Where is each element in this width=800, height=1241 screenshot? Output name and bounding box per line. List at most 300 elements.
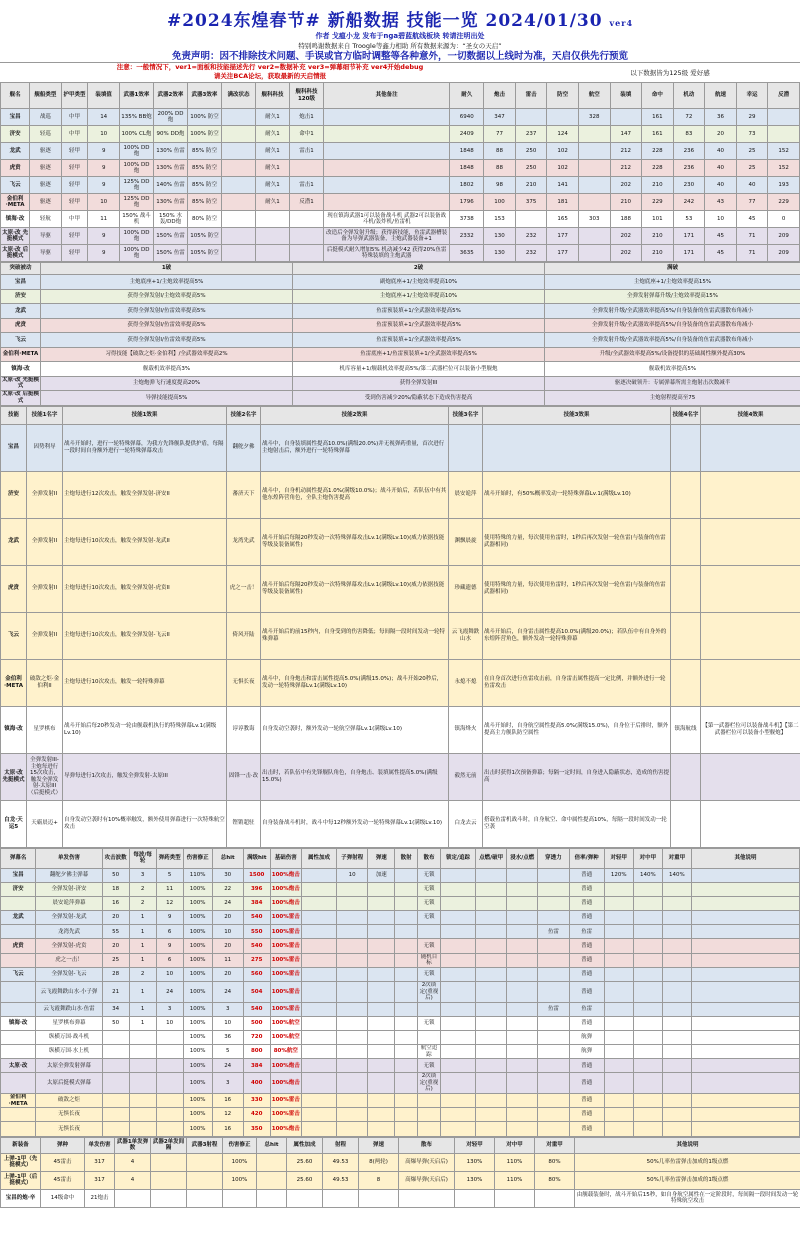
barrage-cell <box>633 1093 662 1107</box>
barrage-cell <box>604 911 633 925</box>
barrage-cell: 1 <box>129 982 156 1003</box>
barrage-cell <box>129 1122 156 1136</box>
stats-cell: 轻甲 <box>61 194 88 211</box>
stats-header-cell: 武器3效率 <box>187 83 221 109</box>
barrage-cell: 星罗棋布弹幕 <box>36 1016 102 1030</box>
barrage-cell <box>368 911 395 925</box>
barrage-cell <box>662 967 691 981</box>
stats-header-cell: 机动 <box>673 83 705 109</box>
stats-cell <box>610 109 642 126</box>
barrage-cell <box>129 1059 156 1073</box>
stats-cell: 229 <box>768 194 800 211</box>
stats-table <box>0 82 800 262</box>
skills-cell: 白龙·天运5 <box>1 800 27 847</box>
stats-cell: 232 <box>515 245 547 262</box>
barrage-cell <box>301 911 336 925</box>
stats-cell: 210 <box>642 228 674 245</box>
barrage-cell: 10 <box>212 925 243 939</box>
skills-cell: 出击时，若队伍中有先锋舰队角色，自身炮击、装填属性提高5.0%(满级15.0%) <box>261 753 449 800</box>
skills-cell: 自身发动空袭时有10%概率触发，额外使用弹幕进行一次特殊航空攻击 <box>63 800 227 847</box>
barrage-cell: 无锁 <box>418 882 441 896</box>
barrage-cell: 3 <box>212 1073 243 1094</box>
barrage-cell <box>440 896 475 910</box>
stats-cell: 101 <box>642 211 674 228</box>
breakthrough-cell: 获得全弹发射I/鱼雷效率提高5% <box>41 333 293 348</box>
barrage-cell: 航弹 <box>569 1045 604 1059</box>
equipment-cell <box>223 1189 257 1207</box>
barrage-cell: 翻舵夕佛主弹幕 <box>36 868 102 882</box>
stats-header-cell: 航速 <box>705 83 737 109</box>
barrage-row <box>1 953 800 967</box>
stats-cell: 25 <box>736 143 768 160</box>
skills-cell: 因势利导 <box>27 424 63 471</box>
barrage-cell <box>368 967 395 981</box>
barrage-cell: 鱼雷 <box>538 925 569 939</box>
barrage-cell <box>507 982 538 1003</box>
barrage-cell <box>604 1045 633 1059</box>
breakthrough-cell: 导弹技能提高5% <box>41 391 293 406</box>
stats-row <box>1 194 800 211</box>
stats-cell: 85% 防空 <box>187 160 221 177</box>
barrage-cell <box>395 1030 418 1044</box>
barrage-header-cell: 攻击波数 <box>102 848 129 868</box>
breakthrough-cell: 全弹发射升级/全武器效率提高5%/自身装备的鱼雷武器散布角减小 <box>545 304 800 319</box>
equipment-cell: 由舰载装备时，战斗开始后15秒，如自身航空属性在一定阶段时，每间隔一段时间发动一轮特殊航空攻击 <box>575 1189 800 1207</box>
barrage-cell: 5 <box>156 868 183 882</box>
barrage-cell <box>507 896 538 910</box>
stats-cell <box>221 245 255 262</box>
stats-cell: 100% DD炮 <box>119 143 153 160</box>
barrage-cell: 3 <box>129 868 156 882</box>
barrage-row <box>1 896 800 910</box>
skills-cell: 倚风开陆 <box>227 612 261 659</box>
stats-header-cell: 装填 <box>610 83 642 109</box>
barrage-cell: 纵横万国·战斗机 <box>36 1030 102 1044</box>
equipment-cell <box>455 1189 495 1207</box>
disclaimer: 免责声明：因不排除技术问题、手误或官方临时调整等各种意外，一切数据以上线时为准，天启仅供先行预览 <box>171 51 628 62</box>
barrage-cell <box>102 1045 129 1059</box>
barrage-cell <box>395 1059 418 1073</box>
stats-header-cell: 舰科科技 <box>255 83 289 109</box>
stats-cell <box>578 177 610 194</box>
barrage-cell: 2次锁定(重视后) <box>418 982 441 1003</box>
barrage-cell: 普通 <box>569 953 604 967</box>
barrage-header-cell: 伤害修正 <box>183 848 212 868</box>
skills-cell: 翻舵夕佛 <box>227 424 261 471</box>
breakthrough-cell: 金伯利·META <box>1 347 41 362</box>
barrage-header-cell: 对轻甲 <box>604 848 633 868</box>
barrage-cell <box>440 1108 475 1122</box>
skills-header-cell: 技能1效果 <box>63 406 227 424</box>
skills-cell: 主炮每进行10次攻击，触发全弹发射-飞云II <box>63 612 227 659</box>
barrage-cell <box>507 1059 538 1073</box>
equipment-cell: 50%几率鱼雷弹击加成的1级点燃 <box>575 1153 800 1171</box>
barrage-cell <box>1 925 36 939</box>
stats-cell <box>255 228 289 245</box>
skills-table <box>0 406 800 848</box>
barrage-cell <box>1 896 36 910</box>
barrage-cell <box>662 953 691 967</box>
stats-cell: 济安 <box>1 126 30 143</box>
barrage-cell: 110% <box>183 868 212 882</box>
skills-cell: 谆谆教诲 <box>227 706 261 753</box>
barrage-cell: 普通 <box>569 982 604 1003</box>
barrage-cell: 100% <box>183 1002 212 1016</box>
barrage-cell <box>507 925 538 939</box>
notice-bar <box>0 62 800 82</box>
barrage-cell <box>538 939 569 953</box>
barrage-header-cell: 每波/每轮 <box>129 848 156 868</box>
stats-cell: 181 <box>547 194 579 211</box>
breakthrough-cell: 太原·改 后挺模式 <box>2 391 40 404</box>
skills-cell: 镇海烽火 <box>449 706 483 753</box>
equipment-row <box>1 1171 800 1189</box>
stats-cell: 150% 鱼雷 <box>153 228 187 245</box>
barrage-cell <box>129 1045 156 1059</box>
stats-cell: 45 <box>736 211 768 228</box>
barrage-cell: 无锁 <box>418 1059 441 1073</box>
barrage-cell: 100% <box>183 982 212 1003</box>
breakthrough-header-cell: 1破 <box>41 263 293 275</box>
barrage-cell <box>662 1030 691 1044</box>
stats-cell: 209 <box>768 228 800 245</box>
barrage-cell <box>337 1073 368 1094</box>
stats-cell <box>221 211 255 228</box>
skills-cell <box>701 565 800 612</box>
stats-header-cell: 舰科科技120级 <box>289 83 323 109</box>
stats-cell: 210 <box>642 245 674 262</box>
stats-header-cell: 护甲类型 <box>61 83 88 109</box>
stats-cell: 210 <box>610 194 642 211</box>
barrage-cell <box>691 967 799 981</box>
barrage-row <box>1 1108 800 1122</box>
equipment-cell: 上弹-1甲（后挺模式） <box>1 1171 41 1189</box>
barrage-cell: 普通 <box>569 868 604 882</box>
equipment-cell: 4 <box>115 1153 151 1171</box>
barrage-cell <box>691 1122 799 1136</box>
barrage-cell: 16 <box>102 896 129 910</box>
stats-header-cell: 耐久 <box>450 83 484 109</box>
barrage-cell <box>507 1016 538 1030</box>
barrage-cell <box>301 868 336 882</box>
stats-cell <box>289 228 323 245</box>
skills-cell <box>671 424 701 471</box>
stats-cell: 宝昌 <box>1 109 30 126</box>
barrage-header-cell: 弹幕名 <box>1 848 36 868</box>
barrage-cell: 30 <box>212 868 243 882</box>
barrage-cell <box>633 925 662 939</box>
barrage-cell <box>604 982 633 1003</box>
barrage-row <box>1 1073 800 1094</box>
stats-cell: 3738 <box>450 211 484 228</box>
stats-header-cell: 幸运 <box>736 83 768 109</box>
barrage-cell: 400 <box>243 1073 270 1094</box>
barrage-cell: 无锁 <box>418 939 441 953</box>
barrage-cell <box>691 1030 799 1044</box>
skills-row <box>1 753 800 800</box>
barrage-header-cell: 浸水/点燃 <box>507 848 538 868</box>
barrage-cell: 2 <box>129 967 156 981</box>
stats-cell: 14 <box>88 109 120 126</box>
stats-cell: 83 <box>673 126 705 143</box>
stats-cell: 后挺模式耐久增加5% 机动减少42 获得20%鱼雷特殊装填的主炮武器 <box>323 245 449 262</box>
barrage-cell <box>368 1016 395 1030</box>
stats-cell: 90% DD炮 <box>153 126 187 143</box>
barrage-cell <box>301 925 336 939</box>
barrage-cell <box>691 882 799 896</box>
barrage-cell <box>418 1108 441 1122</box>
barrage-row <box>1 911 800 925</box>
stats-cell: 242 <box>673 194 705 211</box>
notice-line2: 请关注BCA论坛，获取最新的天启情报 <box>213 72 327 80</box>
breakthrough-header-cell: 2破 <box>293 263 545 275</box>
stats-cell <box>768 109 800 126</box>
stats-header-cell: 雷击 <box>515 83 547 109</box>
stats-cell: 金伯利·META <box>1 194 30 211</box>
barrage-cell <box>507 882 538 896</box>
barrage-cell <box>604 953 633 967</box>
stats-cell: 77 <box>736 194 768 211</box>
stats-cell: 20 <box>705 126 737 143</box>
stats-cell: 147 <box>610 126 642 143</box>
barrage-cell <box>368 896 395 910</box>
stats-cell: 驱逐 <box>30 160 62 177</box>
barrage-header-cell: 对重甲 <box>662 848 691 868</box>
barrage-cell <box>102 1059 129 1073</box>
stats-cell: 124 <box>547 126 579 143</box>
stats-cell <box>221 143 255 160</box>
barrage-cell <box>395 896 418 910</box>
stats-cell: 375 <box>515 194 547 211</box>
barrage-cell <box>476 1122 507 1136</box>
barrage-cell <box>476 1016 507 1030</box>
barrage-cell: 6 <box>156 953 183 967</box>
stats-header-cell: 舰名 <box>1 83 30 109</box>
breakthrough-cell: 升级/全武器效率提高5%/设备提供的基础属性额外提高30% <box>545 347 800 362</box>
barrage-cell: 500 <box>243 1016 270 1030</box>
stats-cell: 1796 <box>450 194 484 211</box>
stats-cell: 100% DD炮 <box>119 245 153 262</box>
stats-cell <box>323 177 449 194</box>
barrage-cell <box>440 1016 475 1030</box>
equipment-header-cell: 弹速 <box>359 1137 399 1153</box>
stats-cell: 9 <box>88 160 120 177</box>
stats-cell <box>578 126 610 143</box>
barrage-cell: 330 <box>243 1093 270 1107</box>
barrage-cell: 24 <box>212 982 243 1003</box>
equipment-cell: 50%几率鱼雷弹击加成的1级点燃 <box>575 1171 800 1189</box>
equipment-header-cell: 伤害修正 <box>223 1137 257 1153</box>
stats-cell: 40 <box>705 143 737 160</box>
barrage-cell <box>691 982 799 1003</box>
breakthrough-cell: 获得全弹发射I/主炮效率提高5% <box>41 289 293 304</box>
breakthrough-cell: 虎贲 <box>1 318 41 333</box>
skills-cell <box>701 471 800 518</box>
barrage-cell <box>633 1045 662 1059</box>
barrage-cell <box>301 1108 336 1122</box>
barrage-cell <box>476 1030 507 1044</box>
barrage-cell <box>604 1093 633 1107</box>
page-header <box>0 0 800 62</box>
barrage-cell <box>301 1045 336 1059</box>
skills-cell: 战斗开始后的前15秒内，自身受到的伤害降低；每间隔一段时间发动一轮特殊弹幕 <box>261 612 449 659</box>
stats-cell: 耐久1 <box>255 177 289 194</box>
barrage-cell: 384 <box>243 1059 270 1073</box>
equipment-cell: 110% <box>495 1171 535 1189</box>
equipment-cell <box>399 1189 455 1207</box>
barrage-cell <box>102 1093 129 1107</box>
barrage-cell <box>301 1002 336 1016</box>
barrage-cell <box>156 1059 183 1073</box>
barrage-cell: 1 <box>129 953 156 967</box>
equipment-cell: 49.53 <box>323 1171 359 1189</box>
equipment-row <box>1 1189 800 1207</box>
barrage-cell: 虎之一击！ <box>36 953 102 967</box>
barrage-cell: 540 <box>243 911 270 925</box>
breakthrough-cell: 副炮底座+1/主炮效率提高10% <box>293 275 545 290</box>
barrage-cell <box>1 1073 36 1094</box>
skills-cell: 战斗中，自身机动属性提高1.0%(满级10.0%)；战斗开始后，若队伍中有其他东煌阵营角色，全队主炮伤害提高 <box>261 471 449 518</box>
barrage-cell: 100% <box>183 896 212 910</box>
stats-cell: 耐久1 <box>255 109 289 126</box>
barrage-cell <box>538 1030 569 1044</box>
skills-cell: 导弹每进行1次攻击，触发全弹发射-太原III <box>63 753 227 800</box>
stats-cell <box>547 109 579 126</box>
skills-cell <box>701 753 800 800</box>
skills-cell: 战斗开始后每20秒发动一轮由舰载机执行的特殊弹幕Lv.1(满级Lv.10) <box>63 706 227 753</box>
barrage-cell: 普通 <box>569 1016 604 1030</box>
stats-cell: 140% 鱼雷 <box>153 177 187 194</box>
stats-cell: 10 <box>88 126 120 143</box>
equipment-cell <box>257 1153 287 1171</box>
stats-cell: 6940 <box>450 109 484 126</box>
equipment-header-cell: 武器1单发弹数 <box>115 1137 151 1153</box>
barrage-cell <box>368 1108 395 1122</box>
stats-cell: 1802 <box>450 177 484 194</box>
barrage-cell: 36 <box>212 1030 243 1044</box>
barrage-cell <box>507 1108 538 1122</box>
stats-cell: 153 <box>484 211 516 228</box>
barrage-cell: 龙湾先武 <box>36 925 102 939</box>
equipment-cell: 80% <box>535 1171 575 1189</box>
skills-cell: 龙武 <box>1 518 27 565</box>
barrage-cell <box>662 1002 691 1016</box>
barrage-cell: 普通 <box>569 1108 604 1122</box>
skills-cell: 全弹发射II <box>27 565 63 612</box>
skills-cell <box>449 424 483 471</box>
barrage-cell <box>662 1093 691 1107</box>
stats-cell: 209 <box>768 245 800 262</box>
barrage-header-cell: 子弹射程 <box>337 848 368 868</box>
equipment-cell <box>287 1189 323 1207</box>
barrage-cell: 无惧长夜 <box>36 1108 102 1122</box>
stats-cell: 237 <box>515 126 547 143</box>
skills-cell: 战斗开始时，有50%概率发动一轮特殊弹幕Lv.1(满级Lv.10) <box>483 471 671 518</box>
barrage-cell <box>662 1073 691 1094</box>
barrage-cell <box>507 1122 538 1136</box>
skills-cell: 宝昌 <box>1 424 27 471</box>
stats-cell: 150% 战斗机 <box>119 211 153 228</box>
barrage-cell <box>691 1073 799 1094</box>
barrage-cell: 鱼雷 <box>538 1002 569 1016</box>
barrage-cell: 560 <box>243 967 270 981</box>
barrage-cell: 1 <box>129 1016 156 1030</box>
barrage-cell <box>395 1093 418 1107</box>
barrage-row <box>1 982 800 1003</box>
skills-cell: 铿锵超驻 <box>227 800 261 847</box>
barrage-cell: 3 <box>156 1002 183 1016</box>
barrage-cell <box>604 1059 633 1073</box>
barrage-cell: 12 <box>212 1108 243 1122</box>
barrage-cell: 396 <box>243 882 270 896</box>
stats-cell: 轻甲 <box>61 245 88 262</box>
barrage-cell: 云飞霞舞跌山水·鱼雷 <box>36 1002 102 1016</box>
barrage-cell <box>691 911 799 925</box>
barrage-cell <box>662 1059 691 1073</box>
barrage-cell <box>476 953 507 967</box>
stats-cell: 303 <box>578 211 610 228</box>
barrage-cell: 普通 <box>569 1122 604 1136</box>
stats-cell <box>255 245 289 262</box>
stats-cell: 152 <box>768 160 800 177</box>
skills-cell: 毅然无前 <box>449 753 483 800</box>
stats-cell <box>515 211 547 228</box>
barrage-cell <box>538 896 569 910</box>
stats-cell: 100% DD炮 <box>119 228 153 245</box>
barrage-cell <box>662 939 691 953</box>
barrage-cell <box>129 1030 156 1044</box>
stats-cell: 347 <box>484 109 516 126</box>
skills-cell: 飞云 <box>1 612 27 659</box>
barrage-cell: 20 <box>212 939 243 953</box>
equipment-cell <box>323 1189 359 1207</box>
stats-cell: 太原·改 先挺模式 <box>1 228 30 245</box>
barrage-cell <box>1 1002 36 1016</box>
barrage-cell <box>368 925 395 939</box>
stats-cell: 85% 防空 <box>187 143 221 160</box>
barrage-row <box>1 939 800 953</box>
barrage-cell: 10 <box>212 1016 243 1030</box>
equipment-header-cell: 武器2单发间隔 <box>151 1137 187 1153</box>
stats-cell: 36 <box>705 109 737 126</box>
stats-cell: 193 <box>768 177 800 194</box>
barrage-cell: 6 <box>156 925 183 939</box>
stats-cell: 驱逐 <box>30 177 62 194</box>
stats-cell: 125% DD炮 <box>119 194 153 211</box>
stats-cell: 2332 <box>450 228 484 245</box>
barrage-row <box>1 1016 800 1030</box>
skills-cell: 战斗开始后每隔20秒发动一次特殊弹幕攻击Lv.1(满级Lv.10)(威力依据技能等级及装备属性) <box>261 565 449 612</box>
stats-cell: 40 <box>736 177 768 194</box>
stats-cell <box>221 177 255 194</box>
stats-header-cell: 命中 <box>642 83 674 109</box>
stats-cell: 11 <box>88 211 120 228</box>
stats-cell: 130% 鱼雷 <box>153 143 187 160</box>
barrage-cell: 无锁 <box>418 896 441 910</box>
barrage-cell <box>662 925 691 939</box>
barrage-cell <box>604 939 633 953</box>
barrage-cell: 普通 <box>569 1093 604 1107</box>
stats-cell: 驱逐 <box>30 194 62 211</box>
skills-row <box>1 706 800 753</box>
barrage-cell <box>301 939 336 953</box>
breakthrough-row <box>1 347 800 362</box>
barrage-cell <box>129 1108 156 1122</box>
barrage-cell: 10 <box>156 1016 183 1030</box>
stats-cell: 88 <box>484 143 516 160</box>
breakthrough-cell: 太原·改 先挺模式 <box>2 376 40 390</box>
skills-cell: 晨安诡萍 <box>449 471 483 518</box>
